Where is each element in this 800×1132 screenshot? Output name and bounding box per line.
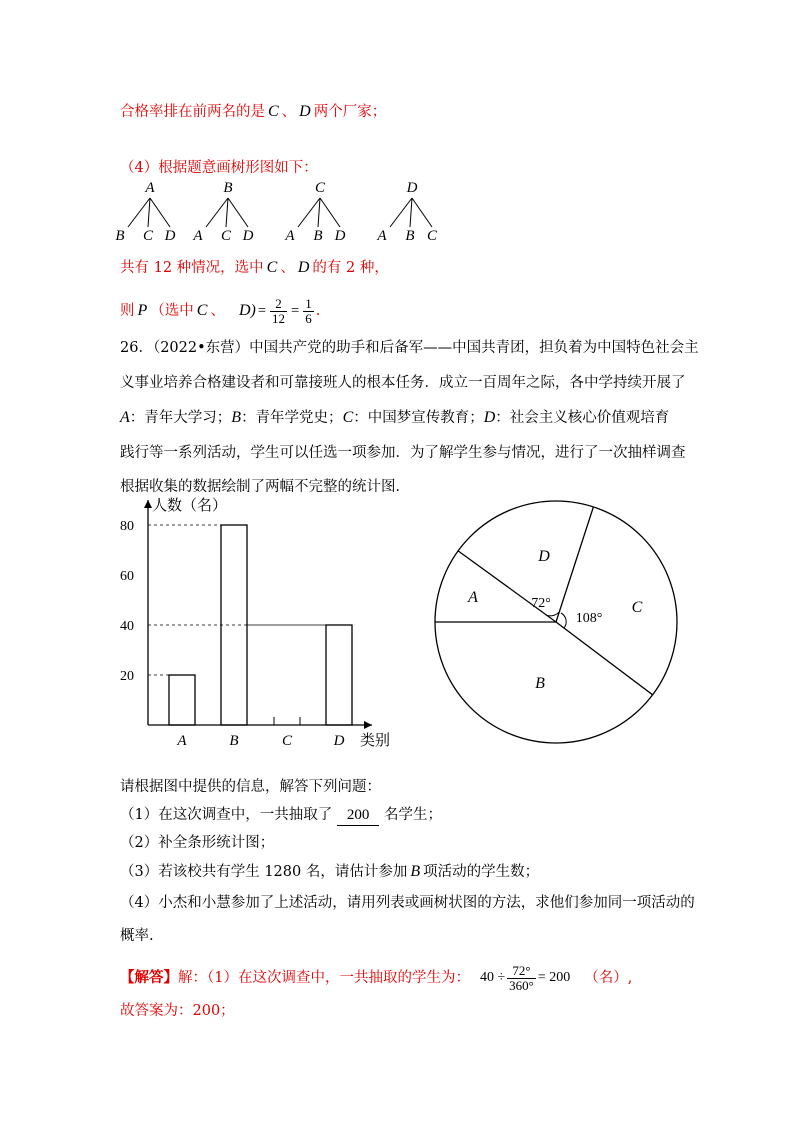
tree-branch <box>318 198 320 227</box>
x-tick-label: A <box>177 733 187 749</box>
equals: = <box>291 303 300 319</box>
text: 项活动的学生数； <box>423 864 540 880</box>
fraction-72-360 <box>507 964 536 993</box>
var-b: B <box>231 409 242 426</box>
denominator: 360° <box>509 977 534 993</box>
var-c: C <box>268 103 279 120</box>
x-tick-label: B <box>229 733 239 749</box>
var-b: B <box>410 863 421 880</box>
text: 、 <box>281 104 297 120</box>
question-3 <box>120 862 539 882</box>
probability-line <box>120 295 320 327</box>
pie-slice-label: C <box>631 599 643 616</box>
pie-radius <box>556 622 653 695</box>
tree-leaf-label: B <box>115 228 125 244</box>
answer-line-1 <box>120 960 632 996</box>
bar <box>169 675 195 725</box>
tree-branch <box>298 198 320 227</box>
denominator: 12 <box>272 310 286 326</box>
tree-diagrams <box>110 180 450 250</box>
fraction-2-12 <box>270 297 287 326</box>
pie-angle-label: 108° <box>575 611 603 626</box>
bar <box>326 625 352 725</box>
tree-leaf-label: C <box>220 228 232 244</box>
tree-branch <box>410 198 412 227</box>
question-1 <box>120 805 442 826</box>
tree-leaf-label: A <box>377 228 387 244</box>
question-4-line-1: （4）小杰和小慧参加了上述活动，请用列表或画树状图的方法，求他们参加同一项活动的 <box>120 895 695 911</box>
pie-slice-label: D <box>538 548 550 565</box>
var-d: D <box>483 409 496 426</box>
text: 合格率排在前两名的是 <box>120 104 265 120</box>
tree-leaf-label: B <box>313 228 323 244</box>
tree-leaf-label: D <box>164 228 176 244</box>
tree-branch <box>148 198 150 227</box>
tree-intro-line: （4）根据题意画树形图如下： <box>120 160 318 176</box>
text: ：中国梦宣传教育； <box>353 410 484 426</box>
y-tick-label: 60 <box>120 569 134 584</box>
tree-leaf-label: B <box>405 228 415 244</box>
questions-intro: 请根据图中提供的信息，解答下列问题： <box>120 779 381 795</box>
bar-chart <box>110 490 400 755</box>
text: 的有 2 种， <box>312 260 389 276</box>
text: ：青年大学习； <box>129 410 232 426</box>
text: ：社会主义核心价值观培育 <box>495 410 670 426</box>
y-axis-arrow <box>144 500 152 508</box>
expr: = 200 <box>537 970 571 985</box>
unit: （名）, <box>584 970 633 986</box>
problem-line-5: 根据收集的数据绘制了两幅不完整的统计图． <box>120 479 410 495</box>
y-axis-label: 人数（名） <box>152 498 228 514</box>
answer-tag: 【解答】 <box>120 969 178 986</box>
tree-branch <box>390 198 412 227</box>
x-axis-arrow <box>364 721 372 729</box>
var-d: D <box>297 259 310 276</box>
x-axis-label: 类别 <box>360 733 391 749</box>
tree-branch <box>228 198 248 227</box>
text: 、 <box>280 260 295 276</box>
tree-leaf-label: D <box>334 228 346 244</box>
y-tick-label: 40 <box>120 619 134 634</box>
text: 名学生； <box>383 807 442 823</box>
denominator: 6 <box>305 310 312 326</box>
question-4-line-2: 概率. <box>120 928 154 944</box>
tree-leaf-label: A <box>285 228 295 244</box>
tree-branch <box>206 198 228 227</box>
y-tick-label: 20 <box>120 669 134 684</box>
pie-radius <box>556 507 593 622</box>
text: 两个厂家； <box>313 104 387 120</box>
tree-branch <box>412 198 432 227</box>
text: （1）在这次调查中，一共抽取了 <box>120 807 333 823</box>
qualified-rate-line <box>120 102 386 122</box>
x-tick-label: C <box>281 733 293 749</box>
text: （选中 <box>150 303 194 319</box>
numerator: 1 <box>305 295 312 311</box>
text: （3）若该校共有学生 1280 名，请估计参加 <box>120 864 408 880</box>
tree-leaf-label: D <box>242 228 254 244</box>
text: 共有 12 种情况，选中 <box>120 260 264 276</box>
text: ：青年学党史； <box>241 410 343 426</box>
tree-branch <box>320 198 340 227</box>
total-cases-line <box>120 258 389 278</box>
answer-line-2: 故答案为：200； <box>120 1003 235 1019</box>
var-c: C <box>342 409 354 426</box>
var-c: C <box>196 302 208 319</box>
fraction-1-6 <box>303 297 314 326</box>
var-c: C <box>266 259 278 276</box>
numerator: 72° <box>507 964 536 979</box>
tree-root-label: A <box>145 180 155 196</box>
tree-branch <box>128 198 150 227</box>
text: 、 <box>210 303 225 319</box>
text: 则 <box>120 303 135 319</box>
pie-slice-label: A <box>468 589 478 606</box>
text: . <box>315 303 321 319</box>
tree-root-label: B <box>223 180 233 196</box>
question-2: （2）补全条形统计图； <box>120 835 275 851</box>
tree-leaf-label: C <box>142 228 154 244</box>
x-tick-label: D <box>333 733 345 749</box>
expr: 40 ÷ <box>479 970 506 985</box>
var-d: D <box>299 103 311 120</box>
tree-root-label: D <box>406 180 418 196</box>
pie-angle-label: 72° <box>531 596 551 611</box>
tree-branch <box>150 198 170 227</box>
pie-chart <box>425 495 690 750</box>
text: 解：（1）在这次调查中，一共抽取的学生为： <box>178 970 470 986</box>
problem-line-3 <box>120 408 669 428</box>
tree-root-label: C <box>314 180 326 196</box>
answer-blank: 200 <box>337 805 380 826</box>
tree-leaf-label: A <box>193 228 203 244</box>
problem-line-4: 践行等一系列活动，学生可以任选一项参加．为了解学生参与情况，进行了一次抽样调查 <box>120 445 686 461</box>
var-p: P <box>137 302 148 319</box>
problem-line-1: 26．（2022•东营）中国共产党的助手和后备军——中国共青团，担负着为中国特色社会主 <box>120 340 699 356</box>
tree-leaf-label: C <box>426 228 438 244</box>
pie-slice-label: B <box>535 675 545 692</box>
equals: = <box>257 303 267 319</box>
var-a: A <box>120 409 130 426</box>
tree-branch <box>226 198 228 227</box>
y-tick-label: 80 <box>120 519 134 534</box>
numerator: 2 <box>270 297 287 312</box>
problem-line-2: 义事业培养合格建设者和可靠接班人的根本任务．成立一百周年之际，各中学持续开展了 <box>120 375 686 391</box>
var-d: D) <box>238 302 256 319</box>
